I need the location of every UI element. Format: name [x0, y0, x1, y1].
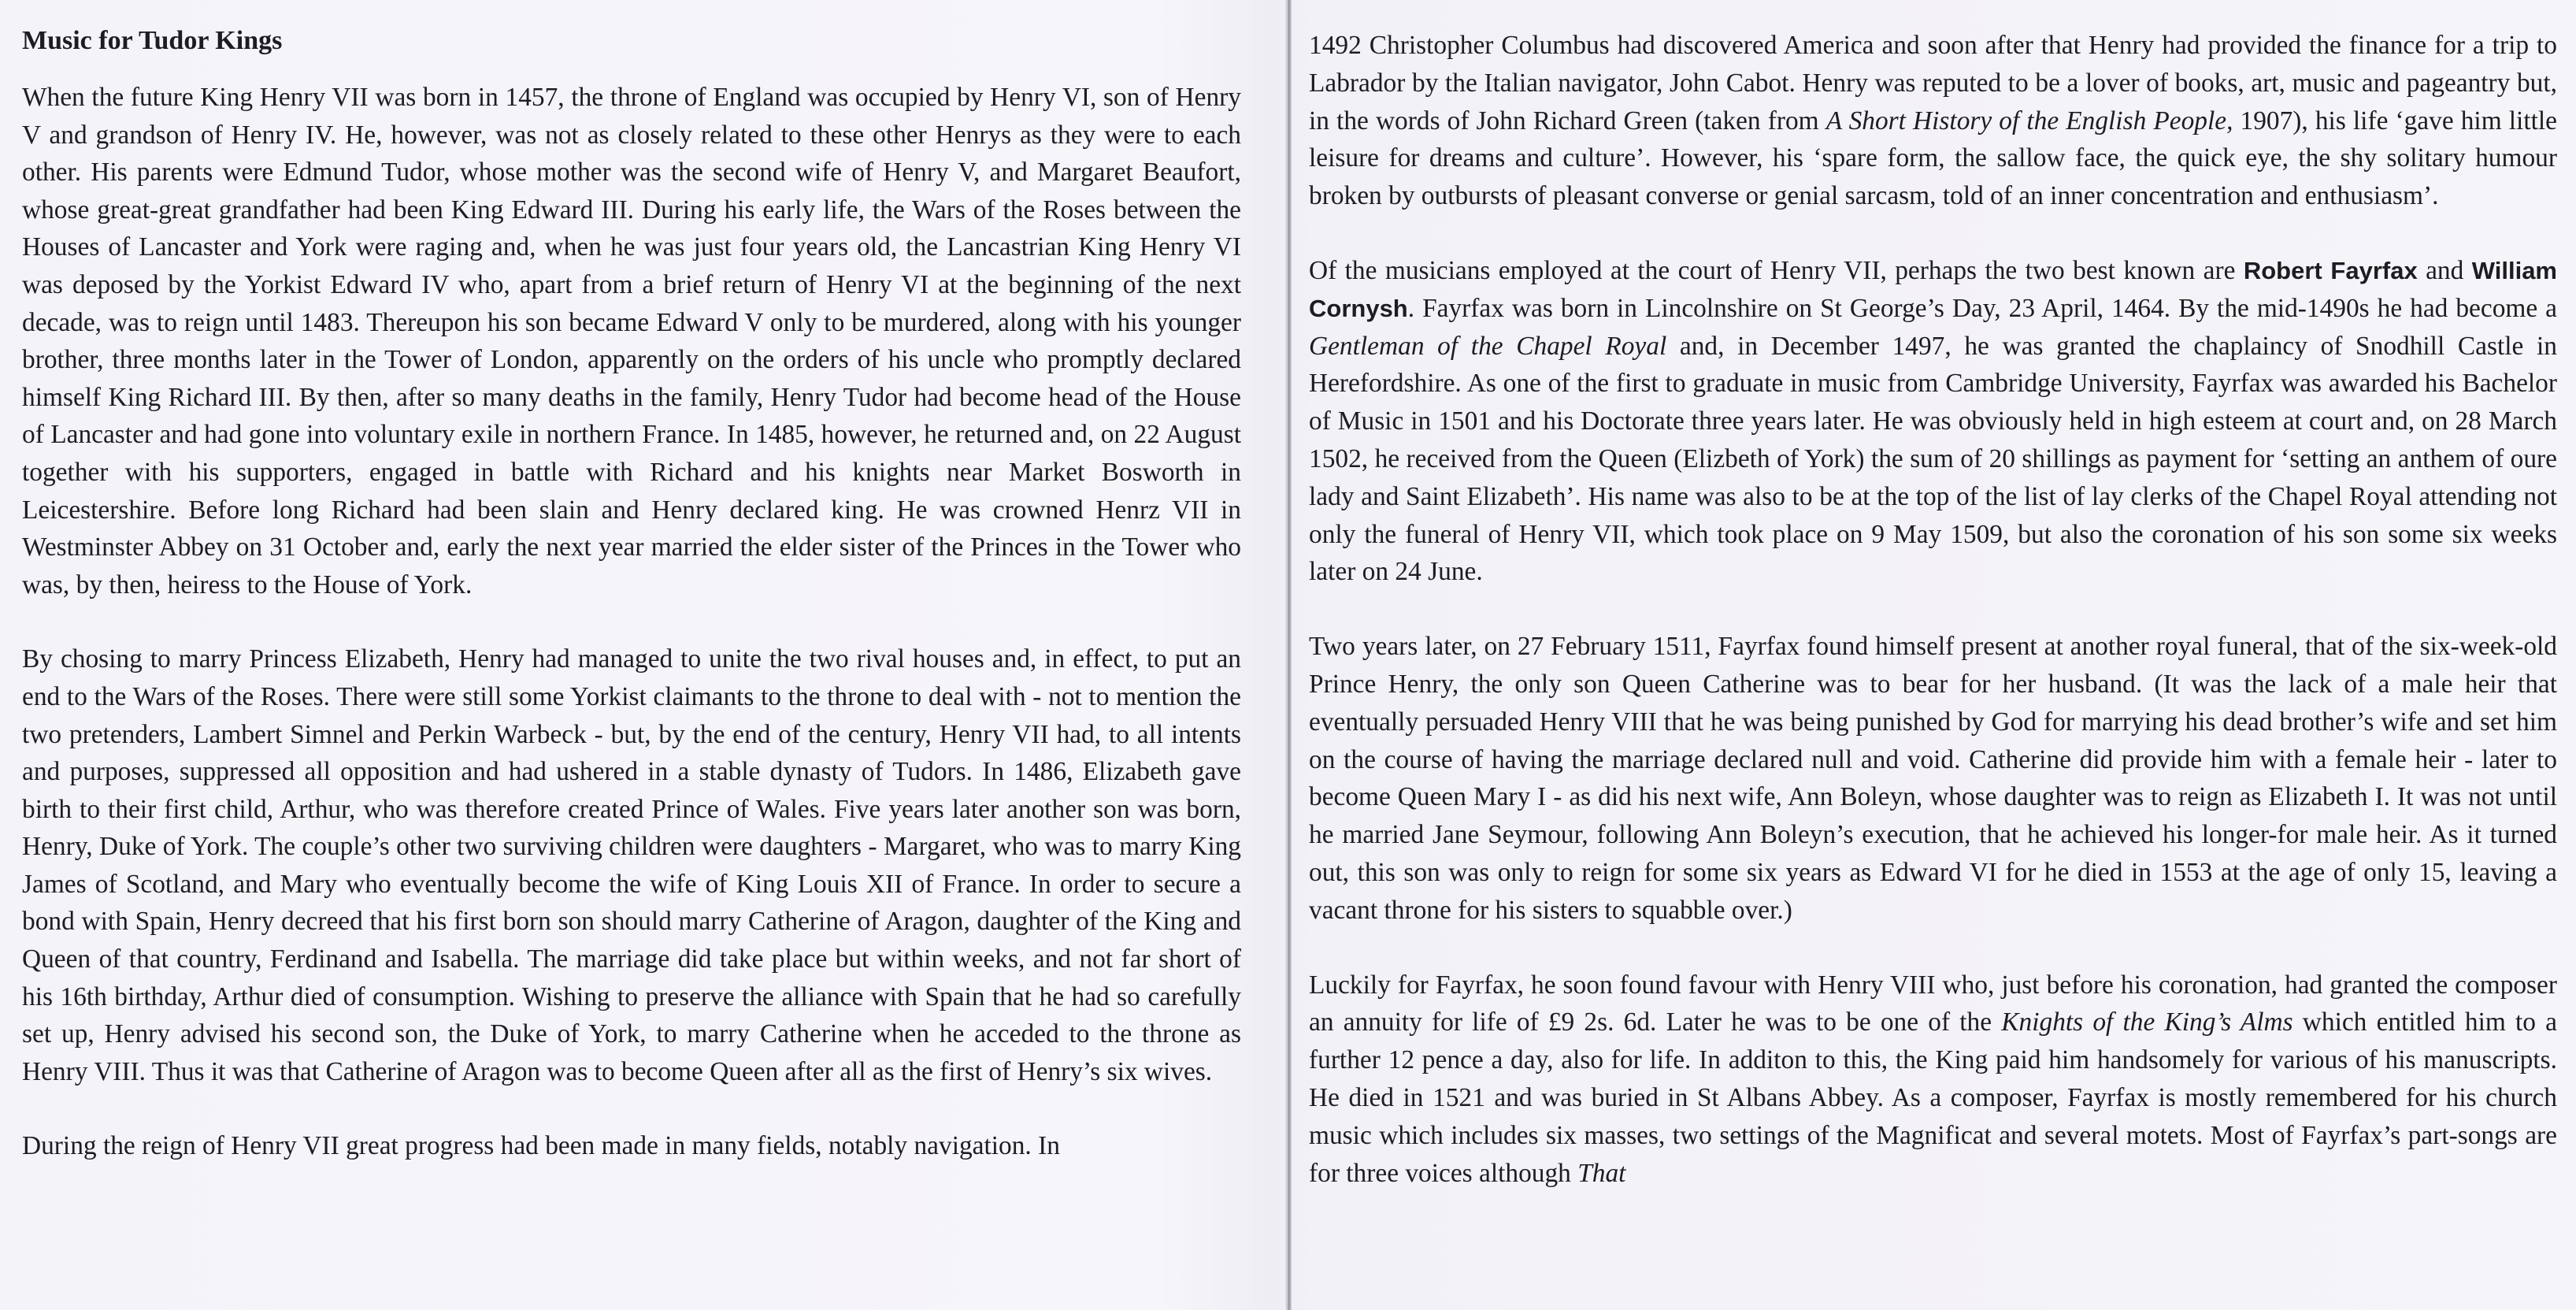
right-p4-text-b: which entitled him to a further 12 pence a day, also for life. In additon to this, the King paid him handsomely for various of his manuscripts. He died in 1521 and was buried in St Albans Abbey. As a composer, Fayrfax is mostly remembered for his church music which includes six masses, two settings of the Magnificat and several motets. Most of Fayrfax’s part-songs are for three voices although	[1309, 1008, 2558, 1188]
right-p1-text-a: 1492 Christopher Columbus had discovered America and soon after that Henry had provided the finance for a trip to Labrador by the Italian navigator, John Cabot. Henry was reputed to be a lover of books, art, music and pageantry but, in the words of John Richard Green (taken from	[1309, 31, 2557, 135]
right-paragraph-1	[1309, 27, 2557, 215]
right-paragraph-2	[1309, 252, 2557, 591]
book-title-italic: A Short History of the English People,	[1825, 106, 2233, 135]
that-italic: That	[1577, 1158, 1626, 1188]
knights-alms-italic: Knights of the King’s Alms	[2001, 1008, 2293, 1037]
chapel-royal-italic: Gentleman of the Chapel Royal	[1309, 331, 1667, 361]
right-p2-text-c: and, in December 1497, he was granted the chaplaincy of Snodhill Castle in Herefordshire. As one of the first to graduate in music from Cambridge University, Fayrfax was awarded his Bachelor of Music in 1501 and his Doctorate three years later. He was obviously held in high esteem at court and, on 28 March 1502, he received from the Queen (Elizbeth of York) the sum of 20 shillings as payment for ‘setting an anthem of oure lady and Saint Elizabeth’. His name was also to be at the top of the list of lay clerks of the Chapel Royal attending not only the funeral of Henry VII, which took place on 9 May 1509, but also the coronation of his son some six weeks later on 24 June.	[1309, 331, 2557, 587]
right-p1-text-b: 1907), his life ‘gave him little leisure for dreams and culture’. However, his ‘spare form, the sallow face, the quick eye, the shy solitary humour broken by outbursts of pleasant converse or genial sarcasm, told of an inner concentration and enthusiasm’.	[1309, 106, 2557, 211]
left-paragraph-2: By chosing to marry Princess Elizabeth, Henry had managed to unite the two rival houses and, in effect, to put an end to the Wars of the Roses. There were still some Yorkist claimants to the throne to deal with - not to mention the two pretenders, Lambert Simnel and Perkin Warbeck - but, by the end of the century, Henry VII had, to all intents and purposes, suppressed all opposition and had ushered in a stable dynasty of Tudors. In 1486, Elizabeth gave birth to their first child, Arthur, who was therefore created Prince of Wales. Five years later another son was born, Henry, Duke of York. The couple’s other two surviving children were daughters - Margaret, who was to marry King James of Scotland, and Mary who eventually become the wife of King Louis XII of France. In order to secure a bond with Spain, Henry decreed that his first born son should marry Catherine of Aragon, daughter of the King and Queen of that country, Ferdinand and Isabella. The marriage did take place but within weeks, and not far short of his 16th birthday, Arthur died of consumption. Wishing to preserve the alliance with Spain that he had so carefully set up, Henry advised his second son, the Duke of York, to marry Catherine when he acceded to the throne as Henry VIII. Thus it was that Catherine of Aragon was to become Queen after all as the first of Henry’s six wives.	[22, 644, 1241, 1086]
article-title: Music for Tudor Kings	[22, 26, 283, 55]
right-p2-text-a: Of the musicians employed at the court of Henry VII, perhaps the two best known are	[1309, 255, 2244, 285]
right-paragraph-4	[1309, 967, 2557, 1193]
right-p2-and: and	[2417, 255, 2472, 285]
right-p2-text-b: . Fayrfax was born in Lincolnshire on St George’s Day, 23 April, 1464. By the mid-1490s he had become a	[1407, 293, 2557, 323]
name-robert-fayrfax: Robert Fayrfax	[2243, 256, 2418, 284]
left-paragraph-1: When the future King Henry VII was born in 1457, the throne of England was occupied by Henry VI, son of Henry V and grandson of Henry IV. He, however, was not as closely related to these other Henrys as they were to each other. His parents were Edmund Tudor, whose mother was the second wife of Henry V, and Margaret Beaufort, whose great-great grandfather had been King Edward III. During his early life, the Wars of the Roses between the Houses of Lancaster and York were raging and, when he was just four years old, the Lancastrian King Henry VI was deposed by the Yorkist Edward IV who, apart from a brief return of Henry VI at the beginning of the next decade, was to reign until 1483. Thereupon his son became Edward V only to be murdered, along with his younger brother, three months later in the Tower of London, apparently on the orders of his uncle who promptly declared himself King Richard III. By then, after so many deaths in the family, Henry Tudor had become head of the House of Lancaster and had gone into voluntary exile in northern France. In 1485, however, he returned and, on 22 August together with his supporters, engaged in battle with Richard and his knights near Market Bosworth in Leicestershire. Before long Richard had been slain and Henry declared king. He was crowned Henrz VII in Westminster Abbey on 31 October and, early the next year married the elder sister of the Princes in the Tower who was, by then, heiress to the House of York.	[22, 83, 1241, 599]
right-paragraph-3: Two years later, on 27 February 1511, Fayrfax found himself present at another royal funeral, that of the six-week-old Prince Henry, the only son Queen Catherine was to bear for her husband. (It was the lack of a male heir that eventually persuaded Henry VIII that he was being punished by God for marrying his dead brother’s wife and set him on the course of having the marriage declared null and void. Catherine did provide him with a female heir - later to become Queen Mary I - as did his next wife, Ann Boleyn, whose daughter was to reign as Elizabeth I. It was not until he married Jane Seymour, following Ann Boleyn’s execution, that he achieved his longer-for male heir. As it turned out, this son was only to reign for some six years as Edward VI for he died in 1553 at the age of only 15, leaving a vacant throne for his sisters to squabble over.)	[1309, 632, 2557, 925]
name-william-cornysh: William Cornysh	[1309, 256, 2557, 322]
right-page	[1293, 0, 2576, 1310]
page-fold	[1285, 0, 1292, 1310]
left-paragraph-3: During the reign of Henry VII great progress had been made in many fields, notably navigation. In	[22, 1131, 1060, 1161]
right-p4-text-a: Luckily for Fayrfax, he soon found favour with Henry VIII who, just before his coronation, had granted the composer an annuity for life of £9 2s. 6d. Later he was to be one of the	[1309, 970, 2557, 1037]
